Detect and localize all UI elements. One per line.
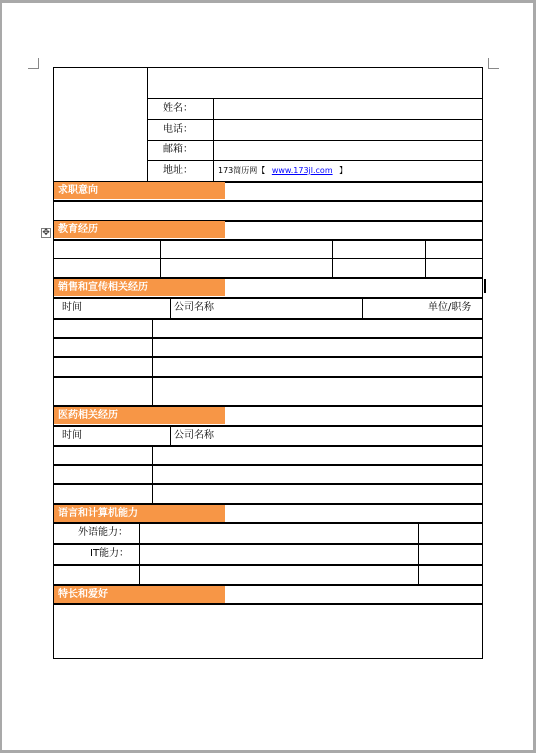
section-hobbies	[54, 586, 225, 603]
foreign-language-label: 外语能力：	[78, 527, 128, 538]
section-language	[54, 505, 225, 522]
section-job-intent-title: 求职意向	[58, 185, 98, 196]
medical-time-header: 时间	[62, 430, 82, 441]
name-label: 姓名：	[163, 103, 193, 114]
sales-position-header: 单位/职务	[428, 302, 472, 313]
crop-mark-top-right	[488, 58, 499, 69]
address-prefix: 173简历网【	[218, 166, 266, 175]
sales-company-header: 公司名称	[174, 302, 214, 313]
section-education-title: 教育经历	[58, 224, 98, 235]
section-language-title: 语言和计算机能力	[58, 508, 138, 519]
sales-time-header: 时间	[62, 302, 82, 313]
section-hobbies-title: 特长和爱好	[58, 589, 108, 600]
section-medical-title: 医药相关经历	[58, 410, 118, 421]
address-label: 地址：	[163, 165, 193, 176]
crop-mark-top-left	[28, 58, 39, 69]
address-value	[218, 165, 347, 177]
section-sales	[54, 279, 225, 296]
section-medical	[54, 407, 225, 424]
photo-divider	[147, 67, 148, 181]
it-skill-label: IT能力：	[90, 548, 130, 559]
website-link[interactable]: www.173jl.com	[271, 166, 333, 175]
phone-label: 电话：	[163, 124, 193, 135]
section-education	[54, 221, 225, 238]
table-move-handle-icon[interactable]: ✥	[42, 228, 50, 238]
email-label: 邮箱：	[163, 144, 193, 155]
medical-company-header: 公司名称	[174, 430, 214, 441]
text-cursor	[484, 279, 486, 293]
address-suffix: 】	[339, 166, 348, 175]
section-sales-title: 销售和宣传相关经历	[58, 282, 148, 293]
section-job-intent	[54, 182, 225, 199]
